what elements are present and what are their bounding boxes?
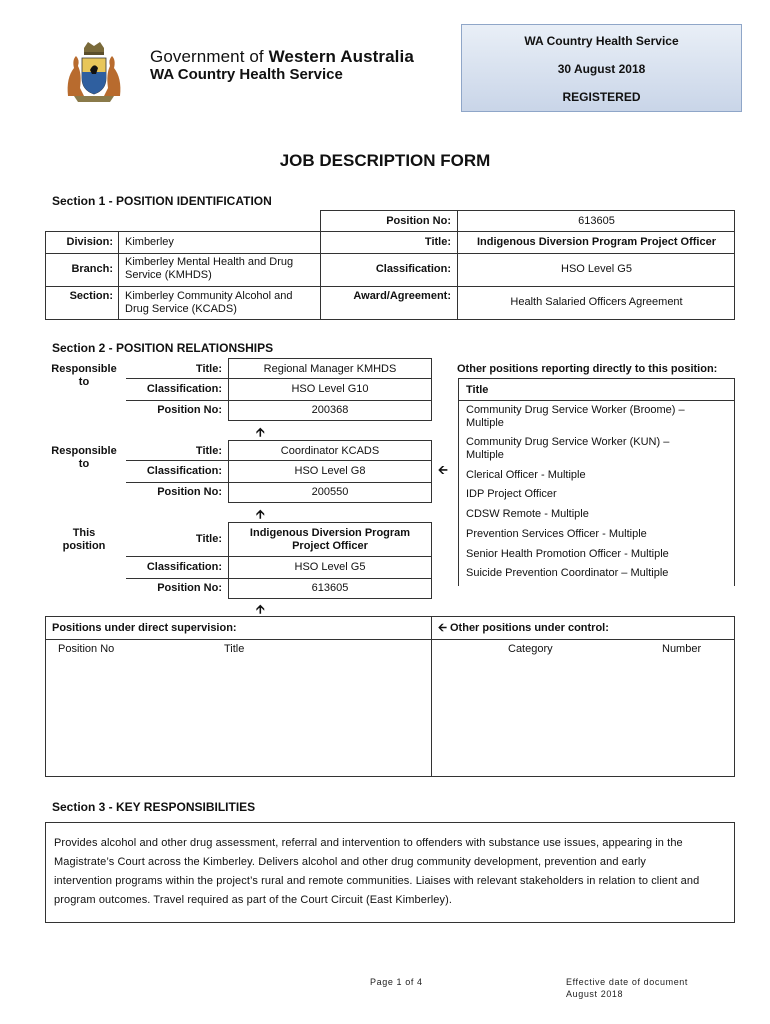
box2-classification: HSO Level G8 <box>294 465 366 477</box>
title-label: Title: <box>424 236 451 248</box>
stamp-date: 30 August 2018 <box>557 62 646 76</box>
responsible-to-label-2: Responsible to <box>51 445 117 470</box>
division-value: Kimberley <box>125 236 174 248</box>
effective-date: Effective date of document August 2018 <box>566 977 689 999</box>
list-item: Senior Health Promotion Officer - Multiple <box>466 548 669 560</box>
key-responsibilities-box <box>45 822 735 923</box>
stamp-org: WA Country Health Service <box>524 34 679 48</box>
org-name-regular: Government of <box>150 47 269 66</box>
position-no-label: Position No: <box>386 215 451 227</box>
responsible-to-label-1: Responsible to <box>51 363 117 388</box>
list-item: Clerical Officer - Multiple <box>466 469 586 481</box>
col-position-no: Position No <box>58 643 115 655</box>
box1-position-no: 200368 <box>311 404 349 416</box>
left-arrow-icon: 🡨 <box>438 463 448 477</box>
this-position-label: This position <box>62 527 106 552</box>
position-no-value: 613605 <box>578 215 615 227</box>
list-item: Community Drug Service Worker (KUN) – Multiple <box>466 436 670 461</box>
document-title: JOB DESCRIPTION FORM <box>279 151 491 170</box>
up-arrow-icon: 🡩 <box>256 602 265 616</box>
list-item: IDP Project Officer <box>466 488 557 500</box>
box3-position-no: 613605 <box>311 582 349 594</box>
col-title: Title <box>224 643 245 655</box>
section-value-line1: Kimberley Community Alcohol and <box>125 290 293 302</box>
list-item: Prevention Services Officer - Multiple <box>466 528 647 540</box>
direct-supervision-label: Positions under direct supervision: <box>52 622 237 634</box>
section-label: Section: <box>69 290 113 302</box>
other-control-label: 🡨 Other positions under control: <box>438 622 609 634</box>
branch-value-line2: Service (KMHDS) <box>125 269 212 281</box>
up-arrow-icon: 🡩 <box>256 507 265 521</box>
box2-title: Coordinator KCADS <box>280 445 380 457</box>
position-identification-table <box>45 210 735 320</box>
other-positions-box <box>458 378 735 586</box>
box3-classification: HSO Level G5 <box>294 561 366 573</box>
list-item: Suicide Prevention Coordinator – Multiple <box>466 567 669 579</box>
box1-title: Regional Manager KMHDS <box>263 363 397 375</box>
org-name-bold: Western Australia <box>268 47 414 66</box>
col-category: Category <box>508 643 553 655</box>
classification-value: HSO Level G5 <box>561 263 632 275</box>
this-position-box: Title: Indigenous Diversion Program Project Officer Classification: HSO Level G5 Position No: 613605 <box>126 522 432 599</box>
other-positions-title-label: Title <box>466 384 489 396</box>
section-value-line2: Drug Service (KCADS) <box>125 303 237 315</box>
section3-heading: Section 3 - KEY RESPONSIBILITIES <box>52 800 256 814</box>
title-value: Indigenous Diversion Program Project Officer <box>477 236 716 248</box>
section1-heading: Section 1 - POSITION IDENTIFICATION <box>52 194 272 208</box>
org-name-line1 <box>150 47 414 67</box>
award-value: Health Salaried Officers Agreement <box>510 296 683 308</box>
section2-heading: Section 2 - POSITION RELATIONSHIPS <box>52 341 274 355</box>
key-responsibilities-text: Provides alcohol and other drug assessment, referral and intervention to offenders with substance use issues, appearing in the Magistrate’s Court across the Kimberley. Delivers alcohol and other drug community development, prevention and early intervention programs within the project’s rural and remote communities. Liaises with relevant stakeholders in relation to client and program outcomes. Travel required as part of the Court Circuit (East Kimberley). <box>54 837 700 906</box>
classification-label: Classification: <box>375 263 451 275</box>
col-number: Number <box>662 643 702 655</box>
reports-to-box-2: Title: Coordinator KCADS Classification: HSO Level G8 Position No: 200550 <box>126 440 432 503</box>
reports-to-box-1: Title: Regional Manager KMHDS Classification: HSO Level G10 Position No: 200368 <box>126 358 432 421</box>
supervision-table <box>45 616 735 777</box>
page-number: Page 1 of 4 <box>370 977 423 987</box>
box2-position-no: 200550 <box>311 486 349 498</box>
list-item: CDSW Remote - Multiple <box>466 508 589 520</box>
branch-value-line1: Kimberley Mental Health and Drug <box>125 256 294 268</box>
wa-crest-logo <box>60 38 128 106</box>
box1-classification: HSO Level G10 <box>291 383 369 395</box>
other-positions-heading: Other positions reporting directly to this position: <box>457 363 718 375</box>
registered-stamp <box>461 24 742 112</box>
org-name-line2: WA Country Health Service <box>150 66 343 83</box>
division-label: Division: <box>66 236 113 248</box>
stamp-status: REGISTERED <box>562 90 641 104</box>
award-label: Award/Agreement: <box>353 290 451 302</box>
branch-label: Branch: <box>71 263 113 275</box>
list-item: Community Drug Service Worker (Broome) – Multiple <box>466 404 685 429</box>
box3-title: Indigenous Diversion Program Project Officer <box>249 527 411 552</box>
up-arrow-icon: 🡩 <box>256 425 265 439</box>
